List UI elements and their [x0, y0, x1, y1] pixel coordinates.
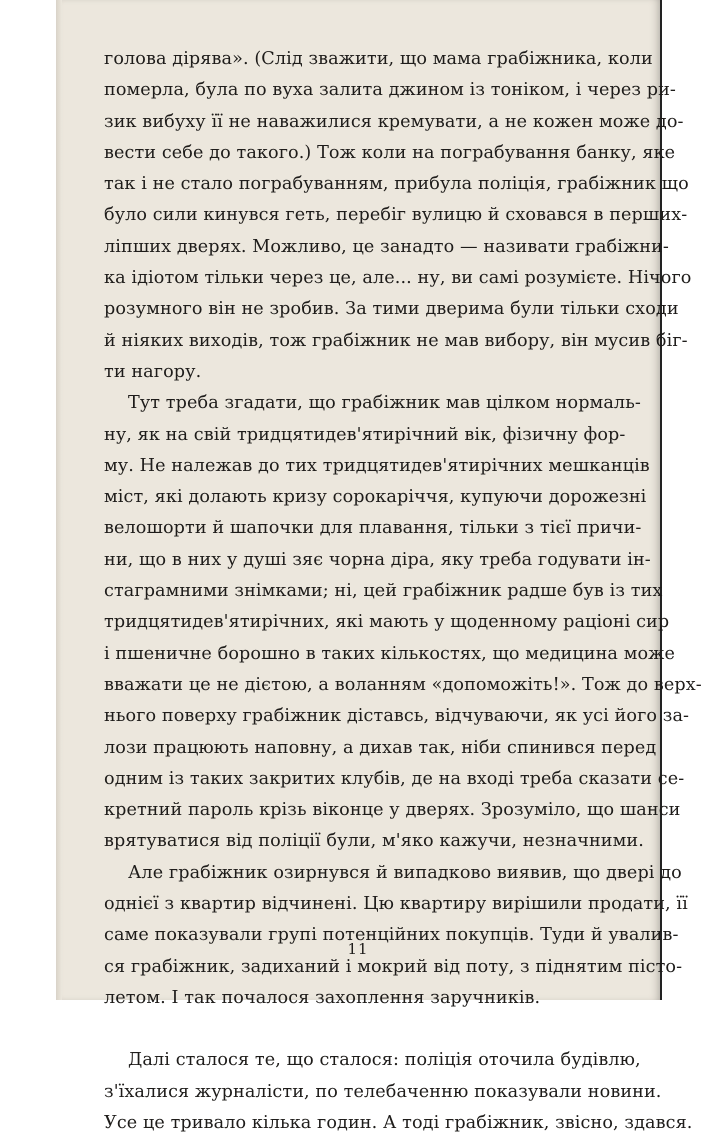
text-line: ліпших дверях. Можливо, це занадто — називати грабіжни-	[104, 236, 669, 257]
text-line: Усе це тривало кілька годин. А тоді грабіжник, звісно, здався.	[104, 1112, 693, 1133]
text-line: лози працюють наповну, а дихав так, ніби спинився перед	[104, 737, 657, 758]
book-page	[56, 0, 702, 1133]
text-line: було сили кинувся геть, перебіг вулицю й сховався в перших-	[104, 205, 688, 226]
text-line: Але грабіжник озирнувся й випадково виявив, що двері до	[128, 862, 682, 883]
text-line: вести себе до такого.) Тож коли на пограбування банку, яке	[104, 142, 676, 163]
text-line: велошорти й шапочки для плавання, тільки з тієї причи-	[104, 518, 642, 539]
text-line: ка ідіотом тільки через це, але... ну, ви самі розумієте. Нічого	[104, 268, 692, 289]
text-line: голова дірява». (Слід зважити, що мама грабіжника, коли	[104, 49, 653, 69]
text-line: нього поверху грабіжник діставсь, відчуваючи, як усі його за-	[104, 706, 690, 727]
text-line: й ніяких виходів, тож грабіжник не мав вибору, він мусив біг-	[104, 330, 688, 351]
page-number: 11	[347, 940, 369, 958]
text-line: однієї з квартир відчинені. Цю квартиру вирішили продати, її	[104, 894, 688, 915]
paragraph-2	[104, 388, 702, 857]
section-break	[104, 1014, 621, 1045]
text-line: му. Не належав до тих тридцятидев'ятирічних мешканців	[104, 455, 650, 476]
text-line: ся грабіжник, задиханий і мокрий від поту, з піднятим пісто-	[104, 956, 683, 977]
text-line: ни, що в них у душі зяє чорна діра, яку треба годувати ін-	[104, 549, 651, 570]
text-line: тридцятидев'ятирічних, які мають у щоденному раціоні сир	[104, 612, 670, 633]
text-line: померла, була по вуха залита джином із тоніком, і через ри-	[104, 80, 676, 101]
text-line: летом. І так почалося захоплення заручників.	[104, 987, 541, 1008]
paragraph-1	[104, 44, 692, 388]
body-text	[104, 44, 702, 1139]
text-line: одним із таких закритих клубів, де на вході треба сказати се-	[104, 768, 685, 789]
text-line: міст, які долають кризу сорокаріччя, купуючи дорожезні	[104, 487, 647, 508]
text-line: і пшеничне борошно в таких кількостях, що медицина може	[104, 643, 675, 664]
text-line: вважати це не дієтою, а воланням «допоможіть!». Тож до верх-	[104, 674, 702, 695]
text-line: стаграмними знімками; ні, цей грабіжник радше був із тих	[104, 581, 663, 602]
text-line: з'їхалися журналісти, по телебаченню показували новини.	[104, 1081, 662, 1102]
text-line: ну, як на свій тридцятидев'ятирічний вік, фізичну фор-	[104, 424, 626, 445]
text-line: так і не стало пограбуванням, прибула поліція, грабіжник що	[104, 174, 689, 195]
text-line: зик вибуху її не наважилися кремувати, а не кожен може до-	[104, 111, 684, 132]
text-line: саме показували групі потенційних покупців. Туди й увалив-	[104, 925, 679, 946]
text-line: Тут треба згадати, що грабіжник мав цілком нормаль-	[128, 393, 641, 414]
text-line: ти нагору.	[104, 361, 202, 382]
text-line: Далі сталося те, що сталося: поліція оточила будівлю,	[128, 1050, 641, 1071]
paragraph-4	[104, 1045, 693, 1139]
text-line: врятуватися від поліції були, м'яко кажучи, незначними.	[104, 831, 644, 852]
page-edge-shadow	[56, 0, 62, 1000]
text-line: розумного він не зробив. За тими дверима були тільки сходи	[104, 299, 679, 320]
text-line: кретний пароль крізь віконце у дверях. Зрозуміло, що шанси	[104, 800, 681, 821]
paragraph-3	[104, 858, 688, 1014]
